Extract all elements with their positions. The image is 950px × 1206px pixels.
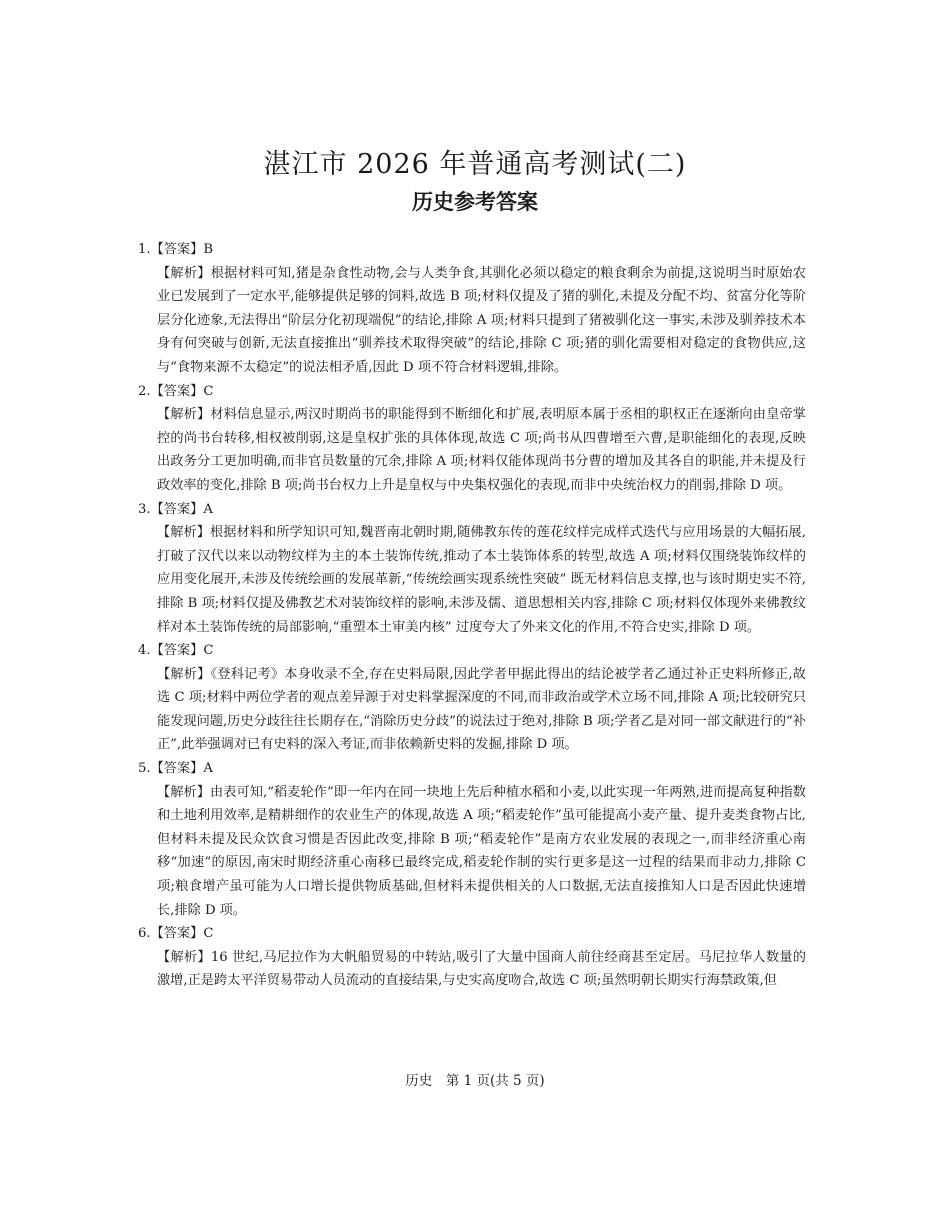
analysis-text: 【解析】由表可知,“稻麦轮作”即一年内在同一块地上先后种植水稻和小麦,以此实现一年两熟,进而提高复种指数和土地利用效率,是精耕细作的农业生产的体现,故选 A 项;“稻麦轮作”虽可能提高小麦产量、提升麦类食物占比,但材料未提及民众饮食习惯是否因此改变,排除 B 项;“稻麦轮作”是南方农业发展的表现之一,而非经济重心南移“加速”的原因,南宋时期经济重心南移已最终完成,稻麦轮作制的实行更多是这一过程的结果而非动力,排除 C 项;粮食增产虽可能为人口增长提供物质基础,但材料未提供相关的人口数据,无法直接推知人口是否因此快速增长,排除 D 项。 [157, 784, 806, 918]
answer-line [138, 757, 806, 781]
question-number: 5. [138, 761, 151, 777]
answer-line [138, 238, 806, 262]
analysis-text: 【解析】根据材料和所学知识可知,魏晋南北朝时期,随佛教东传的莲花纹样完成样式迭代与应用场景的大幅拓展,打破了汉代以来以动物纹样为主的本土装饰传统,推动了本土装饰体系的转型,故选 A 项;材料仅围绕装饰纹样的应用变化展开,未涉及传统绘画的发展革新,“传统绘画实现系统性突破” 既无材料信息支撑,也与该时期史实不符,排除 B 项;材料仅提及佛教艺术对装饰纹样的影响,未涉及儒、道思想相关内容,排除 C 项;材料仅体现外来佛教纹样对本土装饰传统的局部影响,“重塑本土审美内核” 过度夸大了外来文化的作用,不符合史实,排除 D 项。 [157, 525, 806, 635]
question-number: 3. [138, 501, 151, 517]
answer-item-2 [138, 380, 806, 498]
answer-text: 【答案】C [150, 643, 214, 659]
analysis-text: 【解析】材料信息显示,两汉时期尚书的职能得到不断细化和扩展,表明原本属于丞相的职权正在逐渐向由皇帝掌控的尚书台转移,相权被削弱,这是皇权扩张的具体体现,故选 C 项;尚书从四曹增至六曹,是职能细化的表现,反映出政务分工更加明确,而非官员数量的冗余,排除 A 项;材料仅能体现尚书分曹的增加及其各自的职能,并未提及行政效率的变化,排除 B 项;尚书台权力上升是皇权与中央集权强化的表现,而非中央统治权力的削弱,排除 D 项。 [157, 407, 806, 493]
question-number: 2. [138, 383, 151, 399]
question-number: 4. [138, 643, 151, 659]
question-number: 1. [138, 242, 151, 257]
answer-item-3 [138, 498, 806, 640]
document-title: 湛江市 2026 年普通高考测试(二) [263, 149, 687, 180]
answer-text: 【答案】A [150, 501, 213, 517]
answer-item-5 [138, 757, 806, 922]
analysis-text: 【解析】根据材料可知,猪是杂食性动物,会与人类争食,其驯化必须以稳定的粮食剩余为前提,这说明当时原始农业已发展到了一定水平,能够提供足够的饲料,故选 B 项;材料仅提及了猪的驯化,未提及分配不均、贫富分化等阶层分化迹象,无法得出“阶层分化初现端倪”的结论,排除 A 项;材料只提到了猪被驯化这一事实,未涉及驯养技术本身有何突破与创新,无法直接推出“驯养技术取得突破”的结论,排除 C 项;猪的驯化需要相对稳定的食物供应,这与“食物来源不太稳定”的说法相矛盾,因此 D 项不符合材料逻辑,排除。 [157, 265, 806, 375]
answer-line [138, 639, 806, 663]
answer-item-6 [138, 922, 806, 993]
answer-text: 【答案】B [150, 242, 214, 257]
page-footer: 历史 第 1 页(共 5 页) [405, 1073, 545, 1089]
answer-text: 【答案】C [150, 926, 214, 942]
answer-line [138, 922, 806, 946]
question-number: 6. [138, 926, 151, 942]
answer-item-1 [138, 238, 806, 380]
answer-line [138, 380, 806, 404]
answer-text: 【答案】A [150, 761, 213, 777]
answer-item-4 [138, 639, 806, 757]
analysis-text: 【解析】16 世纪,马尼拉作为大帆船贸易的中转站,吸引了大量中国商人前往经商甚至定居。马尼拉华人数量的激增,正是跨太平洋贸易带动人员流动的直接结果,与史实高度吻合,故选 C 项;虽然明朝长期实行海禁政策,但 [157, 949, 806, 989]
answers-content [138, 238, 806, 993]
answer-line [138, 498, 806, 522]
document-subtitle: 历史参考答案 [412, 190, 538, 214]
analysis-text: 【解析】《登科记考》本身收录不全,存在史料局限,因此学者甲据此得出的结论被学者乙通过补正史料所修正,故选 C 项;材料中两位学者的观点差异源于对史料掌握深度的不同,而非政治或学术立场不同,排除 A 项;比较研究只能发现问题,历史分歧往往长期存在,“消除历史分歧”的说法过于绝对,排除 B 项;学者乙是对同一部文献进行的“补正”,此举强调对已有史料的深入考证,而非依赖新史料的发掘,排除 D 项。 [157, 666, 806, 753]
answer-text: 【答案】C [150, 383, 214, 399]
